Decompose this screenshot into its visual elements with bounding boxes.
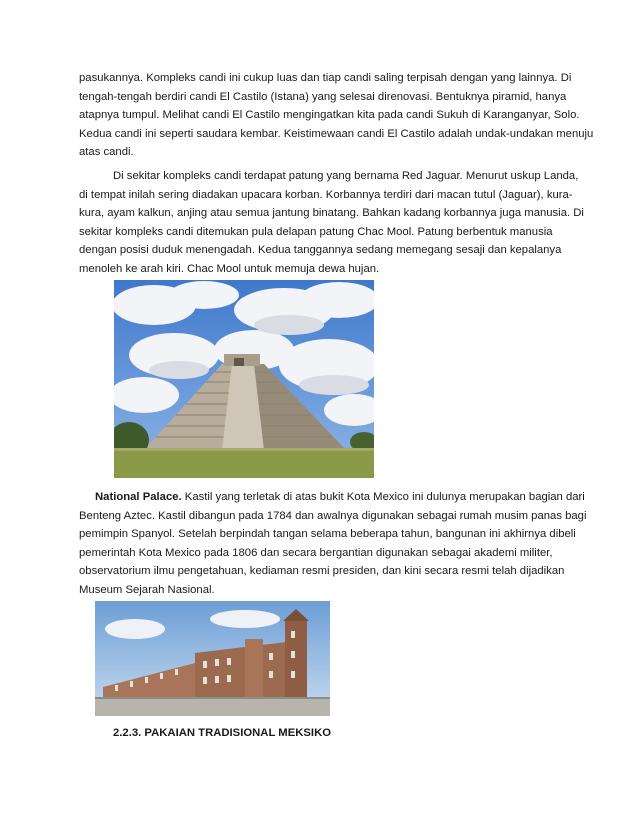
text-line: Di sekitar kompleks candi terdapat patung yang bernama Red Jaguar. Menurut uskup Landa, (113, 170, 579, 182)
text-line: Museum Sejarah Nasional. (79, 583, 215, 596)
section-heading: 2.2.3. PAKAIAN TRADISIONAL MEKSIKO (113, 727, 332, 739)
text-line: pemerintah Kota Mexico pada 1806 dan secara bergantian digunakan sebagai akademi militer, (79, 546, 553, 559)
text-line: pasukannya. Kompleks candi ini cukup luas dan tiap candi saling terpisah dengan yang lainnya. Di (79, 72, 572, 84)
text-line: dengan posisi duduk menengadah. Kedua tanggannya sedang memegang sesaji dan kepalanya (79, 244, 562, 257)
text-line: observatorium ilmu pengetahuan, kediaman resmi presiden, dan kini secara resmi telah dijadikan (79, 565, 565, 578)
text-line: sekitar kompleks candi ditemukan pula delapan patung Chac Mool. Patung berbentuk manusia (79, 225, 553, 238)
text-line: atapnya tumpul. Melihat candi El Castilo mengingatkan kita pada candi Sukuh di Karanganyar, Solo. (79, 109, 580, 122)
text-line: di tempat inilah sering diadakan upacara korban. Korbannya terdiri dari macan tutul (Jaguar), kura- (79, 188, 573, 201)
text-line: pemimpin Spanyol. Setelah berpindah tangan selama beberapa tahun, bangunan ini akhirnya dibeli (79, 528, 576, 541)
text-line-rest: Kastil yang terletak di atas bukit Kota Mexico ini dulunya merupakan bagian dari (181, 491, 585, 503)
paragraph-el-castillo (79, 69, 594, 162)
text-line: Benteng Aztec. Kastil dibangun pada 1784 dan awalnya digunakan sebagai rumah musim panas bagi (79, 509, 587, 522)
national-palace-photo (95, 601, 330, 716)
el-castillo-pyramid-photo (114, 280, 374, 478)
text-line (79, 488, 585, 507)
text-line: atas candi. (79, 146, 134, 159)
text-line: tengah-tengah berdiri candi El Castilo (Istana) yang selesai direnovasi. Bentuknya piramid, hanya (79, 90, 567, 103)
palace-illustration (95, 601, 330, 716)
text-line: Kedua candi ini seperti saudara kembar. Keistimewaan candi El Castilo adalah undak-undakan menuju (79, 127, 594, 140)
paragraph-national-palace (79, 488, 587, 600)
pyramid-illustration (114, 280, 374, 478)
text-line: kura, ayam kalkun, anjing atau semua jantung binatang. Bahkan kadang korbannya juga manusia. Di (79, 207, 584, 220)
text-line: menoleh ke arah kiri. Chac Mool untuk memuja dewa hujan. (79, 262, 380, 275)
national-palace-lead: National Palace. (95, 491, 182, 503)
paragraph-red-jaguar (79, 167, 584, 279)
